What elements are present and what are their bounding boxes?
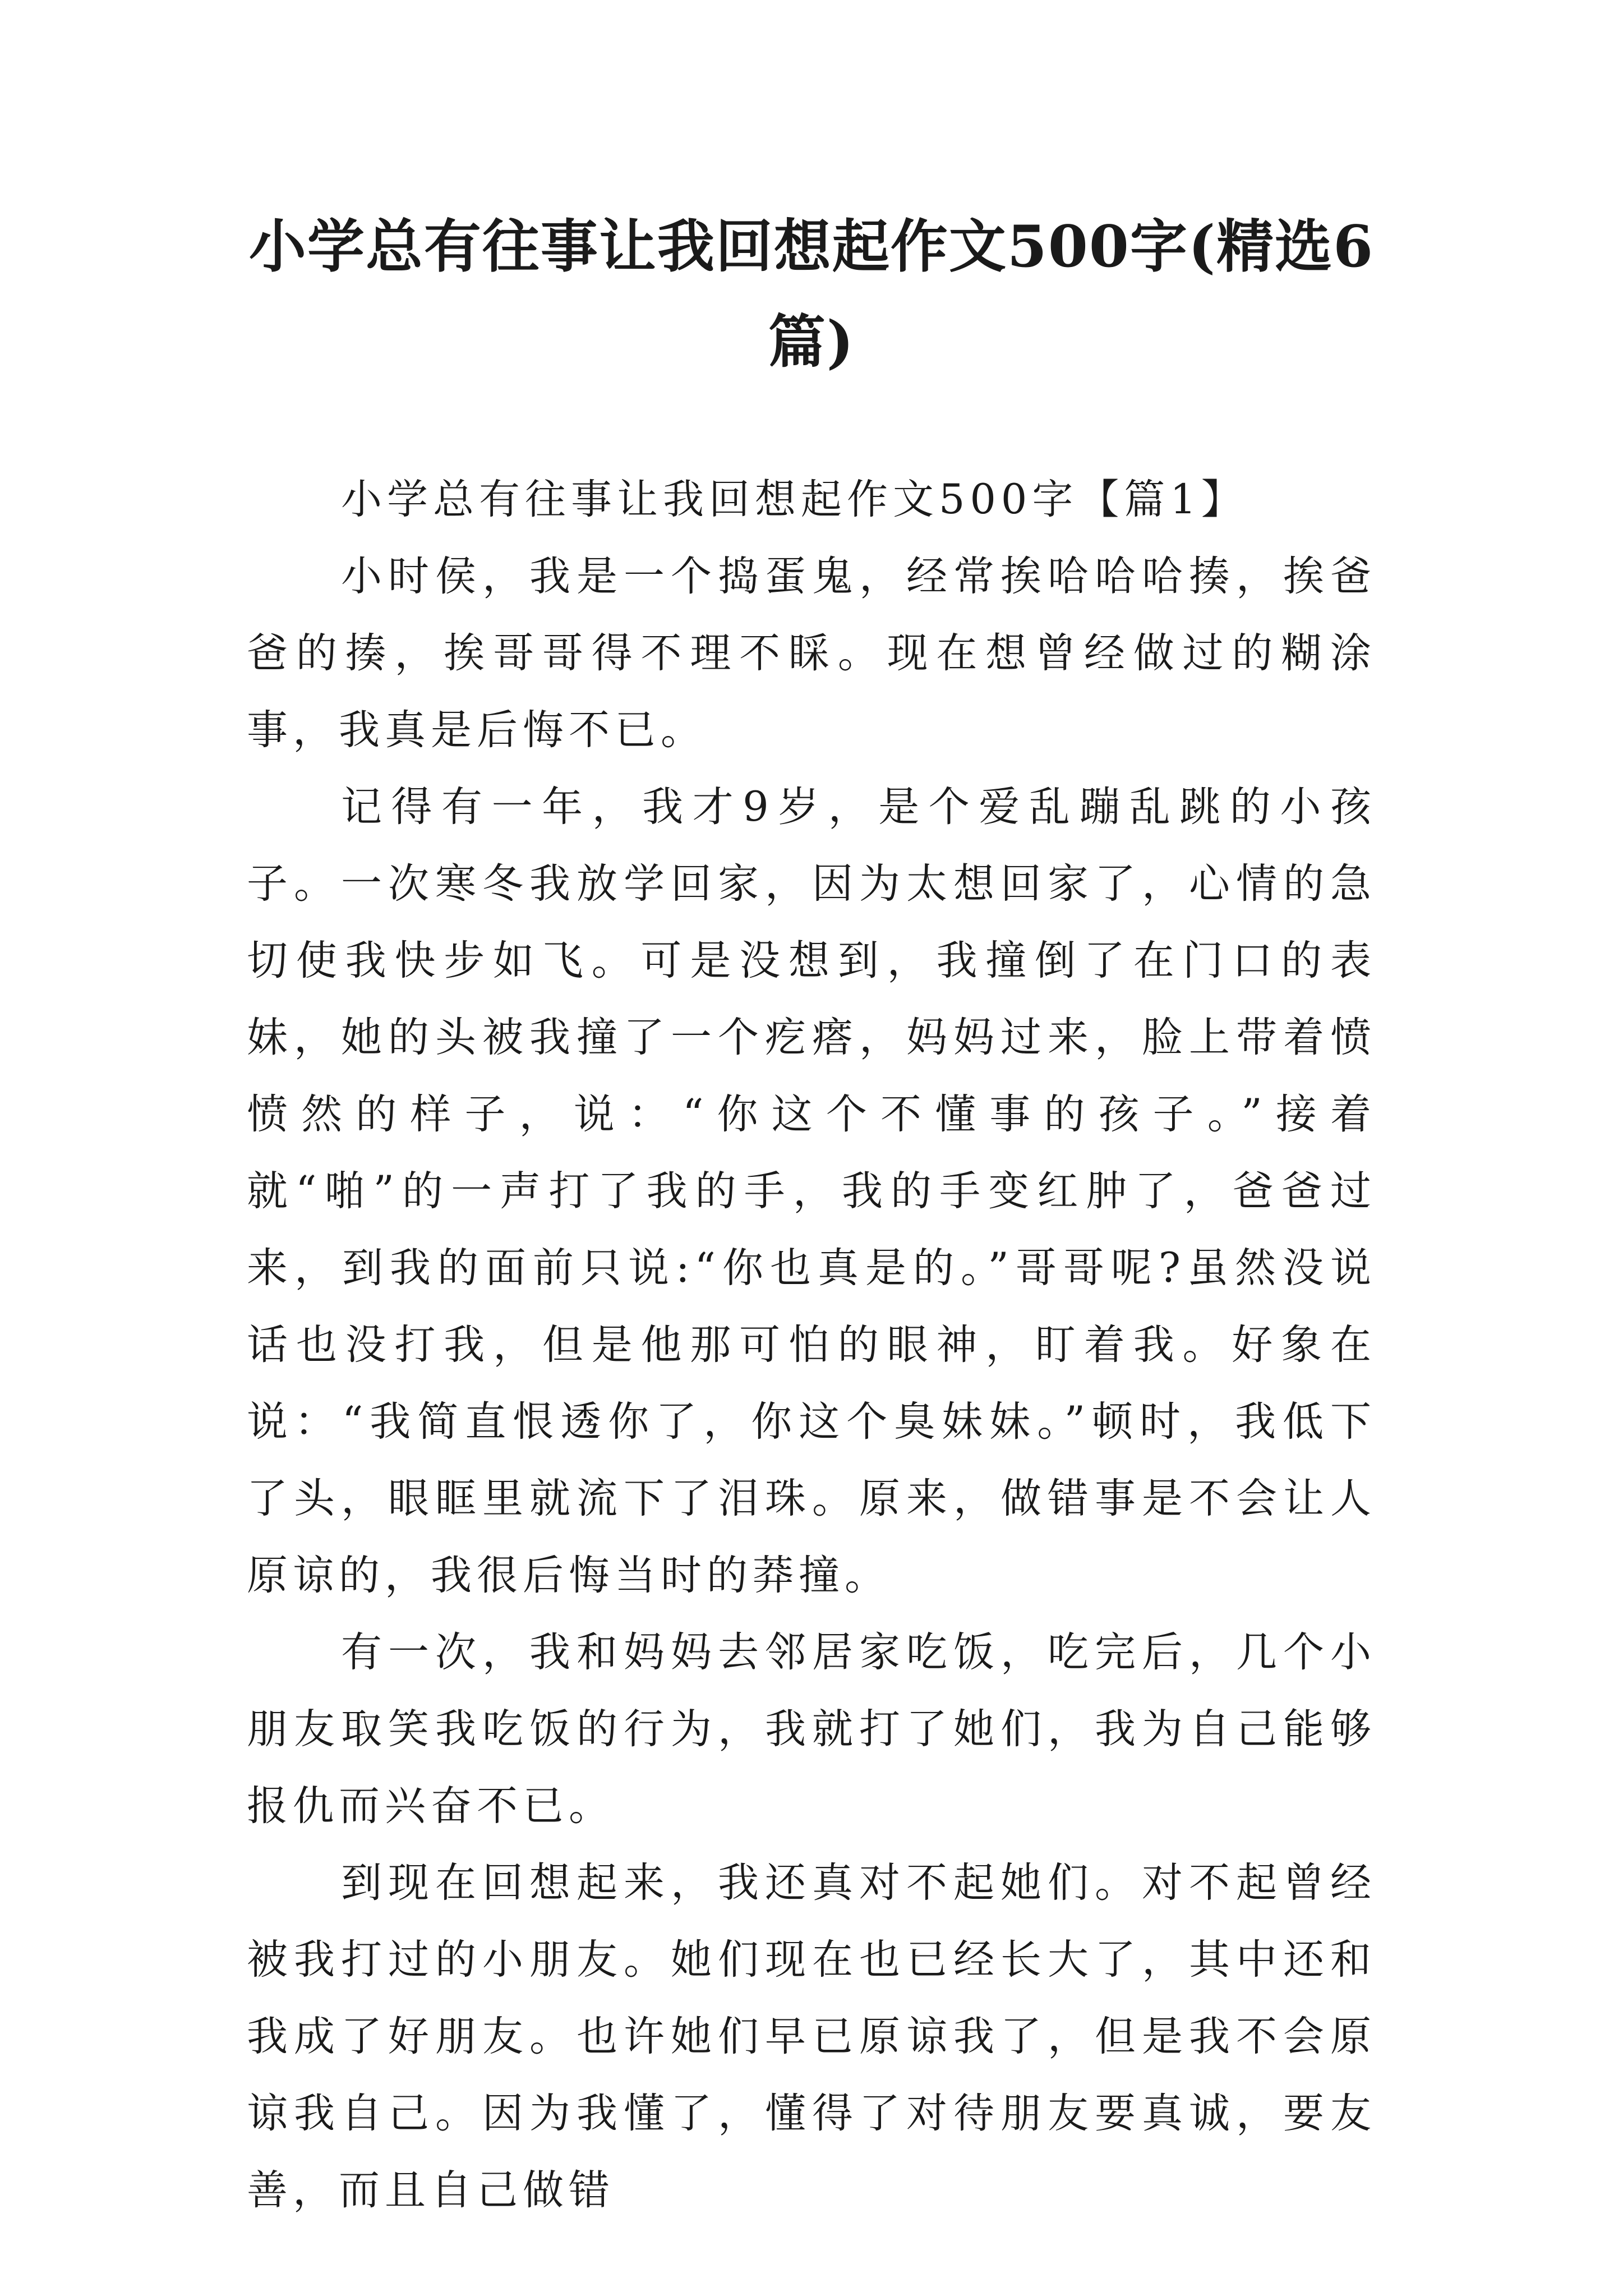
paragraph: 记得有一年，我才9岁，是个爱乱蹦乱跳的小孩子。一次寒冬我放学回家，因为太想回家了，心情的急切使我快步如飞。可是没想到，我撞倒了在门口的表妹，她的头被我撞了一个疙瘩，妈妈过来，脸上带着愤愤然的样子，说：“你这个不懂事的孩子。”接着就“啪”的一声打了我的手，我的手变红肿了，爸爸过来，到我的面前只说:“你也真是的。”哥哥呢?虽然没说话也没打我，但是他那可怕的眼神，盯着我。好象在说：“我简直恨透你了，你这个臭妹妹。”顿时，我低下了头，眼眶里就流下了泪珠。原来，做错事是不会让人原谅的，我很后悔当时的莽撞。 — [247, 783, 1376, 1599]
document-body — [247, 461, 1376, 2229]
paragraph: 小时侯，我是一个捣蛋鬼，经常挨哈哈哈揍，挨爸爸的揍，挨哥哥得不理不睬。现在想曾经做过的糊涂事，我真是后悔不已。 — [247, 553, 1376, 754]
paragraph: 到现在回想起来，我还真对不起她们。对不起曾经被我打过的小朋友。她们现在也已经长大了，其中还和我成了好朋友。也许她们早已原谅我了，但是我不会原谅我自己。因为我懂了，懂得了对待朋友要真诚，要友善，而且自己做错 — [247, 1859, 1376, 2214]
section-heading: 小学总有往事让我回想起作文500字【篇1】 — [341, 476, 1247, 523]
paragraph: 有一次，我和妈妈去邻居家吃饭，吃完后，几个小朋友取笑我吃饭的行为，我就打了她们，我为自己能够报仇而兴奋不已。 — [247, 1628, 1376, 1830]
document-title: 小学总有往事让我回想起作文500字(精选6篇) — [248, 213, 1375, 376]
